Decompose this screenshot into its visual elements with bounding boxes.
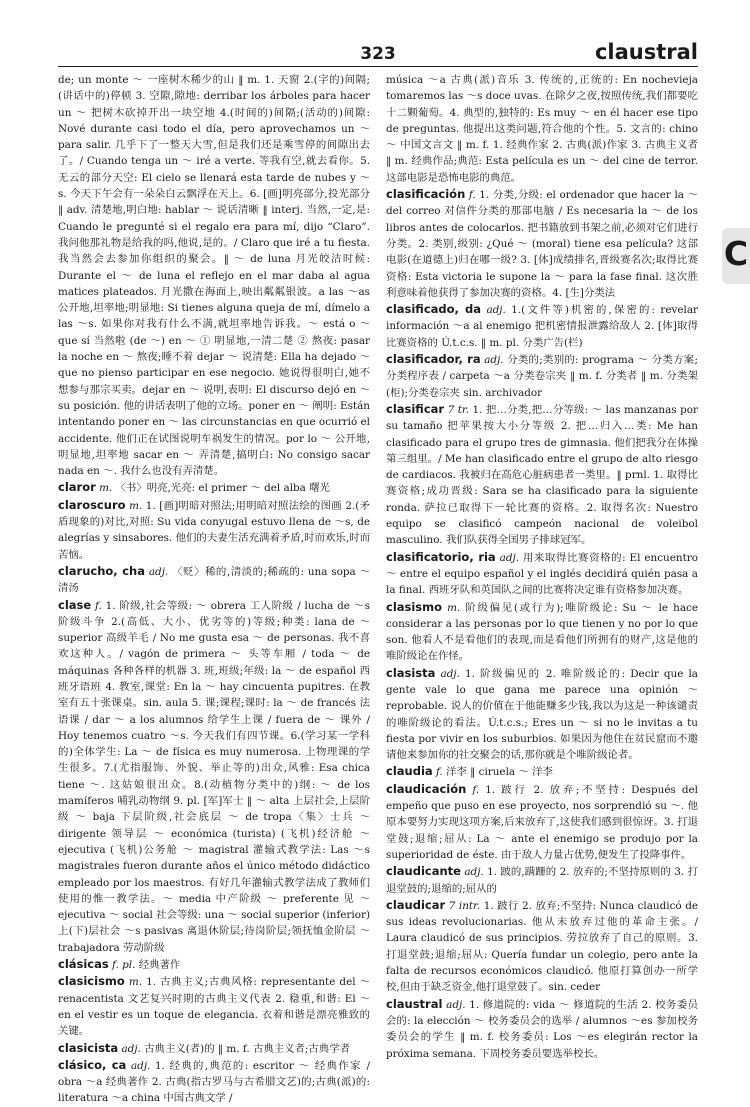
entry-part-of-speech: f.: [468, 189, 476, 202]
right-column: [386, 72, 698, 1082]
entry-definition: 经典著作: [138, 959, 181, 972]
entry-headword: clasificado, da: [386, 302, 482, 317]
entry-definition: 1. [画]明暗对照法;用明暗对照法绘的图画 2.(矛盾现象的)对比,对照: Su vida conyugal estuvo llena de ～s, de alegrías y sinsabores. 他们的夫妻生活充满着矛盾,时而欢乐,时而苦恼。: [58, 499, 371, 561]
entry-headword: clasificatorio, ria: [386, 549, 496, 564]
entry-headword: claror: [58, 480, 96, 495]
dictionary-entry: [58, 1040, 370, 1057]
dictionary-entry: [58, 956, 370, 973]
entry-headword: claustral: [386, 996, 443, 1011]
left-column: [58, 72, 371, 1105]
dictionary-entry: [386, 401, 698, 549]
entry-headword: claudia: [386, 764, 433, 779]
entry-definition: 1. 阶级,社会等级: ～ obrera 工人阶级 / lucha de ～s 阶级斗争 2.(高低、大小、优劣等的)等级;种类: lana de ～ superior 高级羊毛 / No me gusta esa ～ de personas. 我不喜欢这种人。/ vagón de primera ～ 头等车厢 / toda ～ de máquinas 各种各样的机器 3. 班,班级;年级: la ～ de español 西班牙语班 4. 教室,课堂: En la ～ hay cincuenta pupitres. 在教室有五十张课桌。sin. aula 5. 课;课程;课时: la ～ de francés 法语课 / dar ～ a los alumnos 给学生上课 / fuera de ～ 课外 / Hoy tenemos cuatro ～s. 今天我们有四节课。6.(学习某一学科的)全体学生: La ～ de física es muy numerosa. 上物理课的学生很多。7.(尤指服饰、外貌、举止等的)出众,风雅: Esa chica tiene ～. 这姑娘很出众。8.(动植物分类中的)纲: ～ de los mamíferos 哺乳动物纲 9. pl. [军]军士 ‖ ～ alta 上层社会,上层阶级 ～ baja 下层阶级,社会底层 ～ de tropa〈集〉士兵 ～ dirigente 领导层 ～ económica (turista) (飞机)经济舱 ～ ejecutiva (飞机)公务舱 ～ magistral 灌输式教学法: Las ～s magistrales fueron durante años el único método didáctico empleado por los maestros. 有好几年灌输式教学法成了教师们使用的惟一教学法。～ media 中产阶级 ～ preferente 见 ～ejecutiva ～ social 社会等级: una ～ social superior (inferior) 上(下)层社会 ～s pasivas 离退休阶层;待岗阶层;领抚恤金阶层 ～ trabajadora 劳动阶级: [58, 599, 370, 954]
entry-part-of-speech: f.: [435, 766, 443, 779]
entry-definition: 1. 跛的,蹒跚的 2. 放弃的;不坚持原则的 3. 打退堂鼓的;退缩的;屈从的: [386, 866, 698, 895]
entry-definition: 〈书〉明亮,光亮: el primer ～ del alba 曙光: [115, 482, 330, 495]
dictionary-entry: [386, 996, 698, 1062]
dictionary-entry: [58, 973, 370, 1039]
entry-part-of-speech: 7 tr.: [447, 403, 469, 416]
dictionary-entry: [386, 863, 698, 897]
thumb-index-tab: [722, 228, 750, 284]
dictionary-entry: [386, 781, 698, 863]
entry-part-of-speech: adj.: [486, 304, 506, 317]
entry-part-of-speech: 7 intr.: [448, 899, 481, 912]
entry-headword: clasista: [386, 665, 436, 680]
entry-definition: 1. 经典的,典范的: escritor ～ 经典作家 / obra ～a 经典著作 2. 古典(指古罗马与古希腊文艺)的;古典(派)的: literatura ～a china 中国古典文学 /: [58, 1059, 370, 1105]
dictionary-entry: [58, 1057, 370, 1107]
entry-headword: clasificar: [386, 401, 445, 416]
entry-headword: clarucho, cha: [58, 563, 145, 578]
entry-definition: 1.(文件等)机密的,保密的: revelar información ～a al enemigo 把机密情报泄露给敌人 2. [体]取得比赛资格的 Ú.t.c.s. ‖ m. pl. 分类广告(栏): [386, 304, 698, 349]
dictionary-entry: [386, 72, 698, 186]
dictionary-entry: [386, 301, 698, 351]
entry-definition: 1. 跛行 2. 放弃;不坚持: Nunca claudicó de sus ideas revolucionarias. 他从未放弃过他的革命主张。/ Laura claudicó de sus principios. 劳拉放弃了自己的原则。3. 打退堂鼓;退缩;屈从: Quería fundar un colegio, pero ante la falta de recursos económicos claudicó. 他原打算创办一所学校,但由于缺乏资金,他打退堂鼓了。sin. ceder: [386, 899, 698, 994]
entry-definition: 洋李 ‖ ciruela ～ 洋李: [446, 766, 553, 779]
entry-part-of-speech: m.: [99, 482, 113, 495]
entry-headword: claudicante: [386, 864, 461, 879]
entry-part-of-speech: adj.: [130, 1059, 151, 1072]
dictionary-entry: [386, 763, 698, 780]
entry-part-of-speech: adj.: [121, 1042, 141, 1055]
entry-headword: claroscuro: [58, 497, 126, 512]
entry-part-of-speech: adj.: [148, 565, 169, 578]
entry-definition: de; un monte ～ 一座树木稀少的山 ‖ m. 1. 天窗 2.(字的)间隔;(讲话中的)停顿 3. 空隙,隙地: derribar los árboles para hacer un ～ 把树木砍掉开出一块空地 4.(时间的)间隔;(活动的)间隙: Nové durante casi todo el día, pero aprovechamos un ～ para salir. 几乎下了一整天大雪,但是我们还是乘雪停的间隙出去了。/ Cuando tenga un ～ iré a verte. 等我有空,就去看你。5. 无云的部分天空: El cielo se llenará esta tarde de nubes y ～s. 今天下午会有一朵朵白云飘浮在天上。6. [画]明亮部分,投光部分 ‖ adv. 清楚地,明白地: hablar ～ 说话清晰 ‖ interj. 当然,一定,是: Cuando le pregunté si el regalo era para mí, dijo “Claro”. 我问他那礼物是给我的吗,他说,是的。/ Claro que iré a tu fiesta. 我当然会去参加你组织的聚会。‖ ～ de luna 月光皎洁时候: Durante el ～ de luna el reflejo en el mar daba al agua matices plateados. 月光撒在海面上,映出粼粼银波。a las ～as 公开地,坦率地;明显地: Si tienes alguna queja de mí, dímelo a las ～s. 如果你对我有什么不满,就坦率地告诉我。～ está o ～ que sí 当然啦 (de ～) en ～ ① 明显地,一清二楚 ② 熬夜: pasar la noche en ～ 熬夜;睡不着 dejar ～ 说清楚: Ella ha dejado ～ que no pienso participar en ese negocio. 她说得很明白,她不想参与那宗买卖。dejar en ～ 说明,表明: El discurso dejó en ～ su posición. 他的讲话表明了他的立场。poner en ～ 阐明: Están intentando poner en ～ las circunstancias en que ocurrió el accidente. 他们正在试图说明车祸发生的情况。por lo ～ 公开地,明显地,坦率地 sacar en ～ 弄清楚,搞明白: No consigo sacar nada en ～. 我什么也没有弄清楚。: [58, 74, 370, 478]
entry-definition: 1. 把…分类,把…分等级: ～ las manzanas por su tamaño 把苹果按大小分等级 2. 把…归入…类: Me han clasificado para el grupo tres de gimnasia. 他们把我分在体操第三组里。/ Me han clasificado entre el grupo de alto riesgo de cardiacos. 我被归在高危心脏病患者一类里。‖ prnl. 1. 取得比赛资格;成功晋级: Sara se ha clasificado para la siguiente ronda. 萨拉已取得下一轮比赛的资格。2. 取得名次: Nuestro equipo se clasificó campeón nacional de voleibol masculino. 我们队获得全国男子排球冠军。: [386, 403, 698, 547]
entry-headword: clásicas: [58, 957, 109, 972]
entry-definition: 〈贬〉稀的,清淡的;稀疏的: una sopa ～ 清汤: [58, 565, 370, 595]
entry-part-of-speech: adj.: [464, 866, 484, 879]
entry-definition: 1. 古典主义;古典风格: representante del ～ renacentista 文艺复兴时期的古典主义代表 2. 稳重,和谐: El ～ en el vestir es un toque de elegancia. 衣着和谐是漂亮雅致的关键。: [58, 976, 370, 1038]
entry-part-of-speech: adj.: [440, 667, 460, 680]
entry-headword: clasicismo: [58, 974, 125, 989]
entry-part-of-speech: f.: [95, 599, 102, 612]
dictionary-entry: [386, 186, 698, 301]
entry-part-of-speech: f.: [472, 783, 480, 796]
dictionary-entry: [58, 563, 370, 597]
dictionary-entry: [386, 351, 698, 401]
entry-headword: clasificador, ra: [386, 352, 481, 367]
entry-part-of-speech: adj.: [499, 551, 520, 564]
entry-definition: 1. 跛行 2. 放弃;不坚持: Después del empeño que puso en ese proyecto, nos sorprendió su ～. 他原本要努力实现这项方案,后来放弃了,这使我们感到很惊讶。3. 打退堂鼓;退缩;屈从: La ～ ante el enemigo se produjo por la superioridad de éste. 由于敌人力量占优势,便发生了投降事件。: [386, 783, 699, 861]
entry-part-of-speech: adj.: [446, 998, 466, 1011]
entry-headword: clásico, ca: [58, 1057, 127, 1072]
entry-definition: música ～a 古典(派)音乐 3. 传统的,正统的: En nochevieja tomaremos las ～s doce uvas. 在除夕之夜,按照传统,我们都要吃十二颗葡萄。4. 典型的,独特的: Es muy ～ en él hacer ese tipo de preguntas. 他提出这类问题,符合他的个性。5. 文言的: chino ～ 中国文言文 ‖ m. f. 1. 经典作家 2. 古典(派)作家 3. 古典主义者 ‖ m. 经典作品;典范: Esta película es un ～ del cine de terror. 这部电影是恐怖电影的典范。: [386, 74, 698, 184]
entry-headword: clasificación: [386, 187, 466, 202]
entry-headword: clasismo: [386, 599, 443, 614]
entry-definition: 阶级偏见(或行为);唯阶级论: Su ～ le hace considerar a las personas por lo que tienen y no por lo que son. 他看人不是看他们的表现,而是看他们所拥有的财产,这是他的唯阶级论在作怪。: [386, 601, 698, 663]
entry-headword: claudicar: [386, 897, 446, 912]
dictionary-entry: [386, 599, 698, 665]
page-header: [58, 36, 698, 64]
entry-definition: 分类的;类别的: programa ～ 分类方案;分类程序表 / carpeta ～a 分类卷宗夹 ‖ m. f. 分类者 ‖ m. 分类架(柜);分类卷宗夹 sin. archivador: [386, 354, 698, 399]
entry-definition: 1. 阶级偏见的 2. 唯阶级论的: Decir que la gente vale lo que gana me parece una opinión ～ reprobable. 说人的价值在于他能赚多少钱,我以为这是一种该谴责的唯阶级论的看法。Ú.t.c.s.; Eres un ～ si no le invitas a tu fiesta por vivir en los suburbios. 如果因为他住在贫民窟而不邀请他来参加你的社交聚会的话,那你就是个唯阶级论者。: [386, 667, 698, 762]
entry-definition: 1. 分类,分级: el ordenador que hacer la ～ del correo 对信件分类的那部电脑 / Es necesaria la ～ de los libros antes de colocarlos. 把书籍放到书架之前,必须对它们进行分类。2. 类别,级别: ¿Qué ～ (moral) tiene esa película? 这部电影(在道德上)归在哪一级? 3. [体]成绩排名,晋级赛名次;取得比赛资格: Esta victoria le supone la ～ para la fase final. 这次胜利意味着他获得了参加决赛的资格。4. [生]分类法: [386, 189, 698, 299]
header-rule: [58, 66, 698, 67]
dictionary-entry: [386, 897, 698, 996]
dictionary-entry: [386, 549, 698, 599]
entry-part-of-speech: m.: [129, 499, 143, 512]
dictionary-entry: [386, 665, 698, 764]
entry-definition: 1. 修道院的: vida ～ 修道院的生活 2. 校务委员会的: la elección ～ 校务委员会的选举 / alumnos ～es 参加校务委员会的学生 ‖ m. f. 校务委员: Los ～es elegirán rector la próxima semana. 下周校务委员要选举校长。: [386, 998, 699, 1060]
entry-part-of-speech: m.: [447, 601, 461, 614]
entry-definition: 古典主义(者)的 ‖ m. f. 古典主义者;古典学者: [144, 1042, 350, 1055]
entry-headword: clasicista: [58, 1040, 119, 1055]
entry-part-of-speech: adj.: [484, 354, 504, 367]
dictionary-entry: [58, 72, 370, 479]
entry-part-of-speech: m.: [128, 976, 143, 989]
dictionary-entry: [58, 597, 370, 957]
dictionary-entry: [58, 497, 370, 563]
thumb-index-letter: C: [723, 234, 749, 273]
entry-part-of-speech: f. pl.: [112, 959, 136, 972]
page-number: 323: [360, 44, 396, 64]
entry-headword: clase: [58, 597, 92, 612]
dictionary-entry: [58, 479, 370, 496]
guide-word: claustral: [594, 40, 698, 64]
entry-definition: 用来取得比赛资格的: El encuentro ～ entre el equipo español y el inglés decidirá quién pasa a la final. 西班牙队和英国队之间的比赛将决定谁有资格参加决赛。: [386, 551, 698, 597]
entry-headword: claudicación: [386, 781, 467, 796]
